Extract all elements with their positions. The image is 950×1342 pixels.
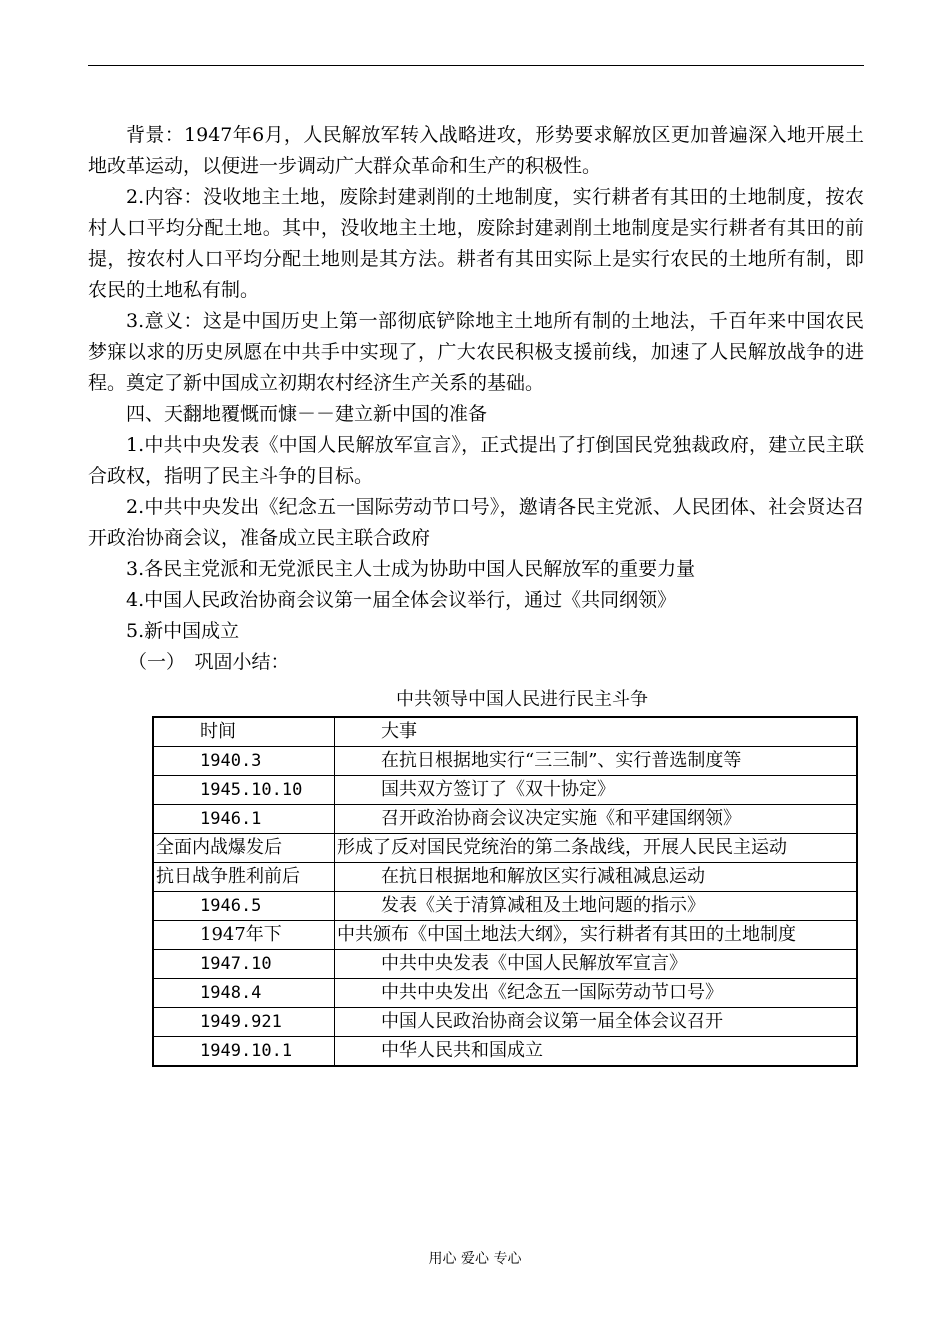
row-event: 国共双方签订了《双十协定》 [381, 779, 615, 800]
row-date: 1948.4 [200, 983, 262, 1003]
row-event: 中共中央发表《中国人民解放军宣言》 [381, 953, 687, 974]
table-header-row [153, 717, 857, 747]
row-date: 1945.10.10 [200, 780, 303, 800]
row-date: 1946.5 [200, 896, 262, 916]
paragraph-content: 2.内容：没收地主土地，废除封建剥削的土地制度，实行耕者有其田的土地制度，按农村人口平均分配土地。其中，没收地主土地，废除封建剥削土地制度是实行耕者有其田的前提，按农村人口平均分配土地则是其方法。耕者有其田实际上是实行农民的土地所有制，即农民的土地私有制。 [88, 186, 864, 301]
header-event: 大事 [335, 717, 858, 747]
table-row [153, 805, 857, 834]
section-heading: 四、天翻地覆慨而慷－－建立新中国的准备 [126, 403, 488, 425]
table-row [153, 950, 857, 979]
table-row [153, 892, 857, 921]
summary-heading: （一） 巩固小结： [128, 651, 290, 673]
table-row [153, 834, 857, 863]
table-row [153, 1037, 857, 1067]
paragraph-item-5: 5.新中国成立 [126, 620, 240, 642]
paragraph-significance: 3.意义：这是中国历史上第一部彻底铲除地主土地所有制的土地法，千百年来中国农民梦寐以求的历史夙愿在中共手中实现了，广大农民积极支援前线，加速了人民解放战争的进程。奠定了新中国成立初期农村经济生产关系的基础。 [88, 310, 864, 394]
header-rule [88, 65, 864, 66]
row-date: 1940.3 [200, 751, 262, 771]
table-row [153, 979, 857, 1008]
paragraph-item-2: 2.中共中央发出《纪念五一国际劳动节口号》，邀请各民主党派、人民团体、社会贤达召开政治协商会议，准备成立民主联合政府 [88, 496, 864, 549]
paragraph-item-4: 4.中国人民政治协商会议第一届全体会议举行，通过《共同纲领》 [126, 589, 677, 611]
body-text [88, 120, 864, 678]
paragraph-background: 背景：1947年6月，人民解放军转入战略进攻，形势要求解放区更加普遍深入地开展土地改革运动，以便进一步调动广大群众革命和生产的积极性。 [88, 124, 864, 177]
row-date: 1949.921 [200, 1012, 282, 1032]
table-row [153, 776, 857, 805]
row-event: 形成了反对国民党统治的第二条战线，开展人民民主运动 [337, 837, 787, 858]
table-row [153, 1008, 857, 1037]
row-event: 中共中央发出《纪念五一国际劳动节口号》 [381, 982, 723, 1003]
events-table [152, 716, 858, 1067]
row-event: 在抗日根据地和解放区实行减租减息运动 [381, 866, 705, 887]
row-event: 中国人民政治协商会议第一届全体会议召开 [381, 1011, 723, 1032]
row-event: 在抗日根据地实行“三三制”、实行普选制度等 [381, 750, 742, 771]
row-event: 中华人民共和国成立 [381, 1040, 543, 1061]
row-date: 1949.10.1 [200, 1041, 293, 1061]
page-footer: 用心 爱心 专心 [428, 1251, 522, 1267]
table-row [153, 921, 857, 950]
row-date: 1947.10 [200, 954, 272, 974]
row-date: 抗日战争胜利前后 [156, 866, 300, 887]
header-time: 时间 [153, 717, 335, 747]
table-caption: 中共领导中国人民进行民主斗争 [396, 689, 648, 710]
row-date: 1946.1 [200, 809, 262, 829]
paragraph-item-3: 3.各民主党派和无党派民主人士成为协助中国人民解放军的重要力量 [126, 558, 696, 580]
row-event: 发表《关于清算减租及土地问题的指示》 [381, 895, 705, 916]
row-date: 1947年下 [200, 924, 282, 945]
table-row [153, 863, 857, 892]
row-date: 全面内战爆发后 [156, 837, 282, 858]
paragraph-item-1: 1.中共中央发表《中国人民解放军宣言》，正式提出了打倒国民党独裁政府，建立民主联合政权，指明了民主斗争的目标。 [88, 434, 864, 487]
table-row [153, 747, 857, 776]
row-event: 召开政治协商会议决定实施《和平建国纲领》 [381, 808, 741, 829]
row-event: 中共颁布《中国土地法大纲》，实行耕者有其田的土地制度 [337, 924, 796, 945]
